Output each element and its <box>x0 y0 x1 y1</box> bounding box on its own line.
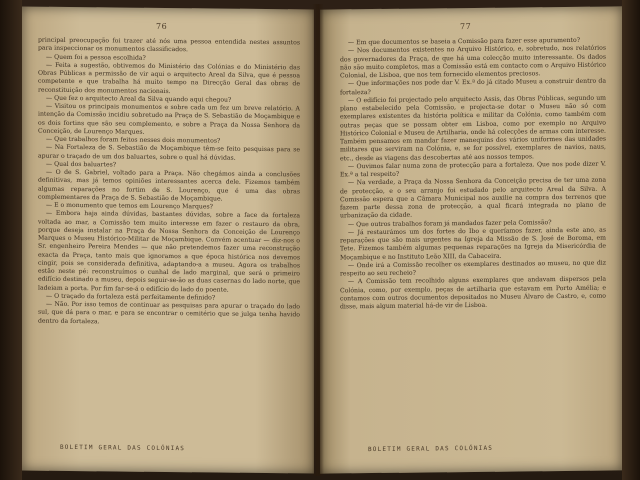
page-footer: BOLETIM GERAL DAS COLÓNIAS <box>368 444 494 454</box>
paragraph: — Que outros trabalhos foram já mandados fazer pela Comissão? <box>348 218 552 228</box>
paragraph: — Visitou os principais monumentos e sobre cada um fez um breve relatório. A intenção da Comissão incidiu sobretudo na Praça de S. Sebastião de Moçambique e os dois fortins que são seu complemento, e sobre a Praça da Nossa Senhora da Conceição, de Lourenço Marques. <box>38 102 300 136</box>
paragraph: — E o monumento que temos em Lourenço Marques? <box>46 201 213 211</box>
right-page <box>320 6 622 473</box>
left-page <box>22 6 314 473</box>
background-right <box>622 0 640 480</box>
paragraph: — Embora haja ainda dúvidas, bastantes dúvidas, sobre a face da fortaleza voltada ao mar, a Comissão tem muito interesse em fazer o restauro da obra, porque deseja instalar na Praça de Nossa Senhora da Conceição de Lourenço Marques o Museu Histórico-Militar de Moçambique. Convém acentuar — diz-nos o Sr. engenheiro Pereira Mendes — que não pretendemos fazer uma reconstrução exacta da Praça, tanto mais que ignoramos a que época histórica nos devemos cingir, pois se considerada definitiva, adaptando-a a museu. Agora os trabalhos estão neste pé: reconstruímos o cunhal de lado marginal, que será o primeiro edifício destinado a museu, depois seguir-se-ão as duas casernas do lado norte, que ladeiam a porta. Por fim far-se-á o edifício do lado do poente. <box>38 209 300 294</box>
page-number: 77 <box>460 21 472 32</box>
paragraph: — Onde irá a Comissão recolher os exemplares destinados ao museu, no que diz respeito ao seu recheio? <box>340 259 606 278</box>
page-text <box>38 37 300 328</box>
paragraph: — Que fez o arquitecto Areal da Silva quando aqui chegou? <box>46 94 232 104</box>
paragraph: — A Comissão tem recolhido alguns exemplares que andavam dispersos pela Colónia, como, por exemplo, peças de artilharia que estavam em Porto Amélia; e contamos com outros documentos depositados no Museu Álvaro de Castro, e, como disse, mais algum material há-de vir de Lisboa. <box>340 275 606 311</box>
paragraph: — Na Fortaleza de S. Sebastião de Moçambique têm-se feito pesquisas para se apurar o traçado de um dos baluartes, sobre o qual há dúvidas. <box>38 143 300 162</box>
paragraph: — O edifício foi projectado pelo arquitecto Assis, das Obras Públicas, segundo um plano estabelecido pela Comissão, e projecta-se dotar o Museu não só com exemplares existentes da história política e militar da Colónia, como também com outras peças que se possam obter em Lisboa, como por exemplo no Arquivo Histórico Colonial e Museu de Artilharia, onde há colecções de armas com interesse. Também pensamos em mandar fazer manequins dos vários uniformes das unidades militares que serviram na Colónia, e, se for possível, exemplares de navios, naus, etc., desde as viagens das descobertas até aos nossos tempos. <box>340 94 606 162</box>
paragraph: — Quem foi a pessoa escolhida? <box>46 53 146 62</box>
paragraph: principal preocupação foi trazer até nós uma pessoa entendida nestes assuntos para inspeccionar os monumentos classificados. <box>38 36 300 54</box>
paragraph: — Que informações nos pode dar V. Ex.ª do já citado Museu a construir dentro da fortaleza? <box>340 77 606 96</box>
paragraph: — Qual dos baluartes? <box>46 160 117 169</box>
book-gutter <box>312 4 324 476</box>
paragraph: — Que trabalhos foram feitos nesses dois monumentos? <box>46 135 221 145</box>
paragraph: — Não. Por isso temos de continuar as pesquisas para apurar o traçado do lado sul, que dá para o mar, e para se encontrar o cemitério que se julga tenha havido dentro da fortaleza. <box>38 300 300 325</box>
paragraph: — O de S. Gabriel, voltado para a Praça. Não chegámos ainda a conclusões definitivas, mas já temos opiniões interessantes acerca dele. Fizemos também algumas reparações no fortim de S. Lourenço, que é uma das obras complementares da Praça de S. Sebastião de Moçambique. <box>38 168 300 203</box>
background-left <box>0 0 22 480</box>
paragraph: — Feita a sugestão, obtivemos do Ministério das Colónias e do Ministério das Obras Públicas a permissão de vir aqui o arquitecto Areal da Silva, que é pessoa competente e que trabalha há muito tempo na Direcção Geral das obras de reconstituição dos monumentos nacionais. <box>38 61 300 95</box>
page-text <box>340 37 606 312</box>
page-number: 76 <box>156 21 168 31</box>
paragraph: — Nos documentos existentes no Arquivo Histórico, e, sobretudo, nos relatórios dos governadores da Praça, de que há uma colecção muito interessante. Os dados não são muito completos, mas a Comissão está em contacto com o Arquivo Histórico Colonial, de Lisboa, que nos tem fornecido elementos preciosos. <box>340 44 606 80</box>
paragraph: — Em que documentos se baseia a Comissão para fazer esse apuramento? <box>348 36 580 47</box>
paragraph: — Na verdade, a Praça da Nossa Senhora da Conceição precisa de ter uma zona de protecção, e o seu arranjo foi estudado pelo arquitecto Areal da Silva. A Comissão espera que a Câmara Municipal nos auxilie na compra dos terrenos que fazem parte dessa zona de protecção, a qual ficará integrada no plano de urbanização da cidade. <box>340 176 606 220</box>
paragraph: — O traçado da fortaleza está perfeitamente definido? <box>46 292 216 302</box>
page-footer: BOLETIM GERAL DAS COLÓNIAS <box>60 443 186 453</box>
paragraph: — Ouvimos falar numa zona de protecção para a fortaleza. Que nos pode dizer V. Ex.ª a tal respeito? <box>340 160 606 179</box>
paragraph: — Já restaurámos um dos fortes do Ibo e queríamos fazer, ainda este ano, as reparações que são mais urgentes na Igreja da Missão de S. José de Boroma, em Tete. Fizemos também algumas pequenas reparações na Igreja da Misericórdia de Moçambique e no Instituto Leão XIII, da Cabaceira. <box>340 226 606 261</box>
